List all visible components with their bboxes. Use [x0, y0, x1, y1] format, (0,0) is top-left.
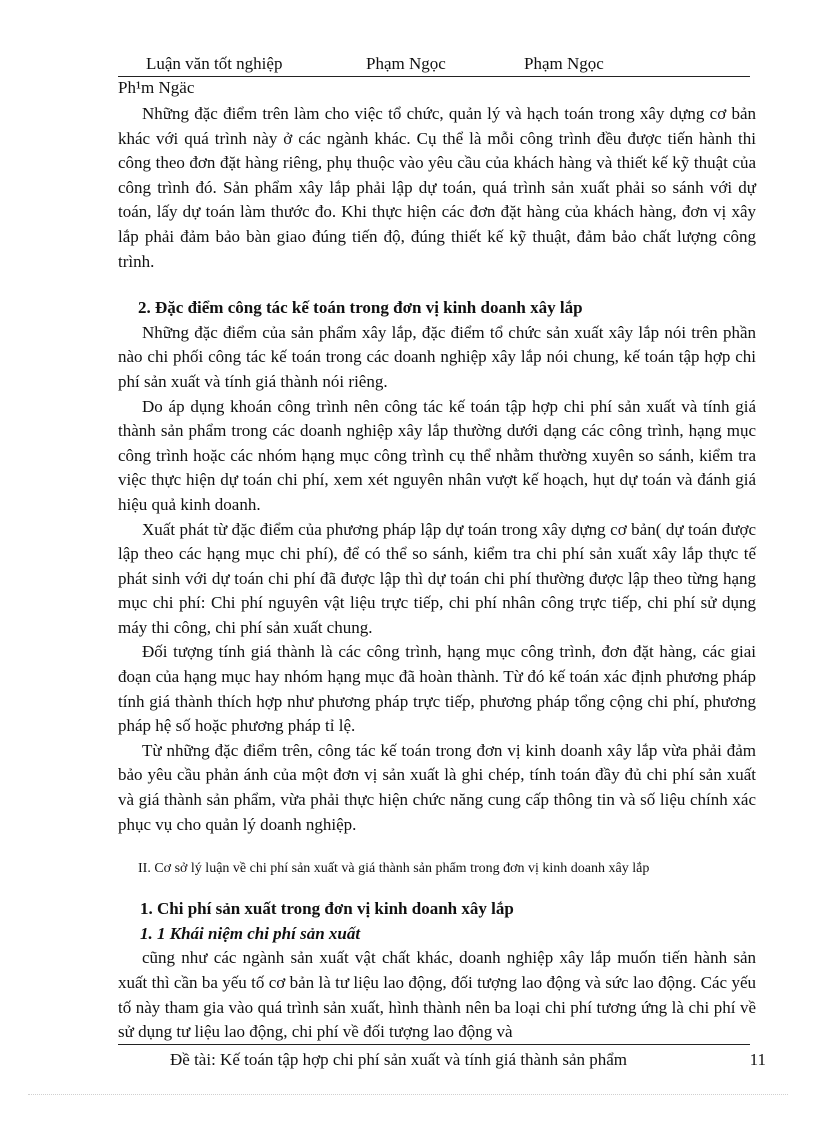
section-heading-ii: II. Cơ sở lý luận về chi phí sản xuất và giá thành sản phẩm trong đơn vị kinh doanh xây lắp	[138, 861, 650, 877]
paragraph: Do áp dụng khoán công trình nên công tác kế toán tập hợp chi phí sản xuất và tính giá thành sản phẩm trong các doanh nghiệp xây lắp thường dưới dạng các công trình, hạng mục công trình hoặc các nhóm hạng mục công trình cụ thể nhằm thường xuyên so sánh, kiểm tra việc thực hiện dự toán chi phí, xem xét nguyên nhân vượt kế hoạch, hụt dự toán và đánh giá hiệu quả kinh doanh.	[118, 396, 756, 514]
paragraph: Những đặc điểm trên làm cho việc tổ chức, quản lý và hạch toán trong xây dựng cơ bản khác với quá trình này ở các ngành khác. Cụ thể là mỗi công trình đều được tiến hành thi công theo đơn đặt hàng riêng, phụ thuộc vào yêu cầu của khách hàng và thiết kế kỹ thuật của công trình đó. Sản phẩm xây lắp phải lập dự toán, quá trình sản xuất phải so sánh với dự toán, lấy dự toán làm thước đo. Khi thực hiện các đơn đặt hàng của khách hàng, đơn vị xây lắp phải đảm bảo bàn giao đúng tiến độ, đúng thiết kế kỹ thuật, đảm bảo chất lượng công trình.	[118, 104, 756, 271]
header-author: Phạm Ngọc	[366, 54, 446, 73]
footer-divider	[118, 1044, 750, 1045]
paragraph: Đối tượng tính giá thành là các công trình, hạng mục công trình, đơn đặt hàng, các giai đoạn của hạng mục hay nhóm hạng mục đã hoàn thành. Từ đó kế toán xác định phương pháp tính giá thành thích hợp như phương pháp trực tiếp, phương pháp tổng cộng chi phí, phương pháp hệ số hoặc phương pháp tỉ lệ.	[118, 642, 756, 736]
paragraph: Từ những đặc điểm trên, công tác kế toán trong đơn vị kinh doanh xây lắp vừa phải đảm bảo yêu cầu phản ánh của một đơn vị sản xuất là ghi chép, tính toán đầy đủ chi phí sản xuất và giá thành sản phẩm, vừa phải thực hiện chức năng cung cấp thông tin và số liệu chính xác phục vụ cho quản lý doanh nghiệp.	[118, 740, 756, 834]
page-header	[118, 52, 750, 77]
page-number: 11	[749, 1050, 766, 1069]
header-title: Luận văn tốt nghiệp	[146, 54, 283, 73]
page-edge-divider	[28, 1094, 788, 1095]
document-body	[118, 102, 756, 1045]
paragraph: Những đặc điểm của sản phẩm xây lắp, đặc điểm tổ chức sản xuất xây lắp nói trên phần nào chi phối công tác kế toán trong các doanh nghiệp xây lắp nói chung, kế toán tập hợp chi phí sản xuất và tính giá thành nói riêng.	[118, 322, 756, 391]
heading-1-1-cost-concept: 1. 1 Khái niệm chi phí sản xuất	[140, 923, 361, 943]
paragraph: cũng như các ngành sản xuất vật chất khác, doanh nghiệp xây lắp muốn tiến hành sản xuất thì cần ba yếu tố cơ bản là tư liệu lao động, đối tượng lao động và sức lao động. Các yếu tố này tham gia vào quá trình sản xuất, hình thành nên ba loại chi phí tương ứng là chi phí về sử dụng tư liệu lao động, chi phí về đối tượng lao động và	[118, 948, 756, 1042]
footer-title: Đề tài: Kế toán tập hợp chi phí sản xuất và tính giá thành sản phẩm	[170, 1050, 628, 1069]
header-author-2: Phạm Ngọc	[524, 54, 604, 73]
header-continuation: Ph¹m Ngäc	[118, 78, 195, 97]
heading-1-production-cost: 1. Chi phí sản xuất trong đơn vị kinh doanh xây lắp	[140, 899, 514, 919]
heading-2-accounting-characteristics: 2. Đặc điểm công tác kế toán trong đơn vị kinh doanh xây lắp	[138, 298, 583, 318]
paragraph: Xuất phát từ đặc điểm của phương pháp lập dự toán trong xây dựng cơ bản( dự toán được lập theo các hạng mục chi phí), để có thể so sánh, kiểm tra chi phí sản xuất xây lắp thực tế phát sinh với dự toán chi phí đã được lập thì dự toán chi phí thường được lập theo từng hạng mục chi phí: Chi phí nguyên vật liệu trực tiếp, chi phí nhân công trực tiếp, chi phí sử dụng máy thi công, chi phí sản xuất chung.	[118, 519, 756, 637]
